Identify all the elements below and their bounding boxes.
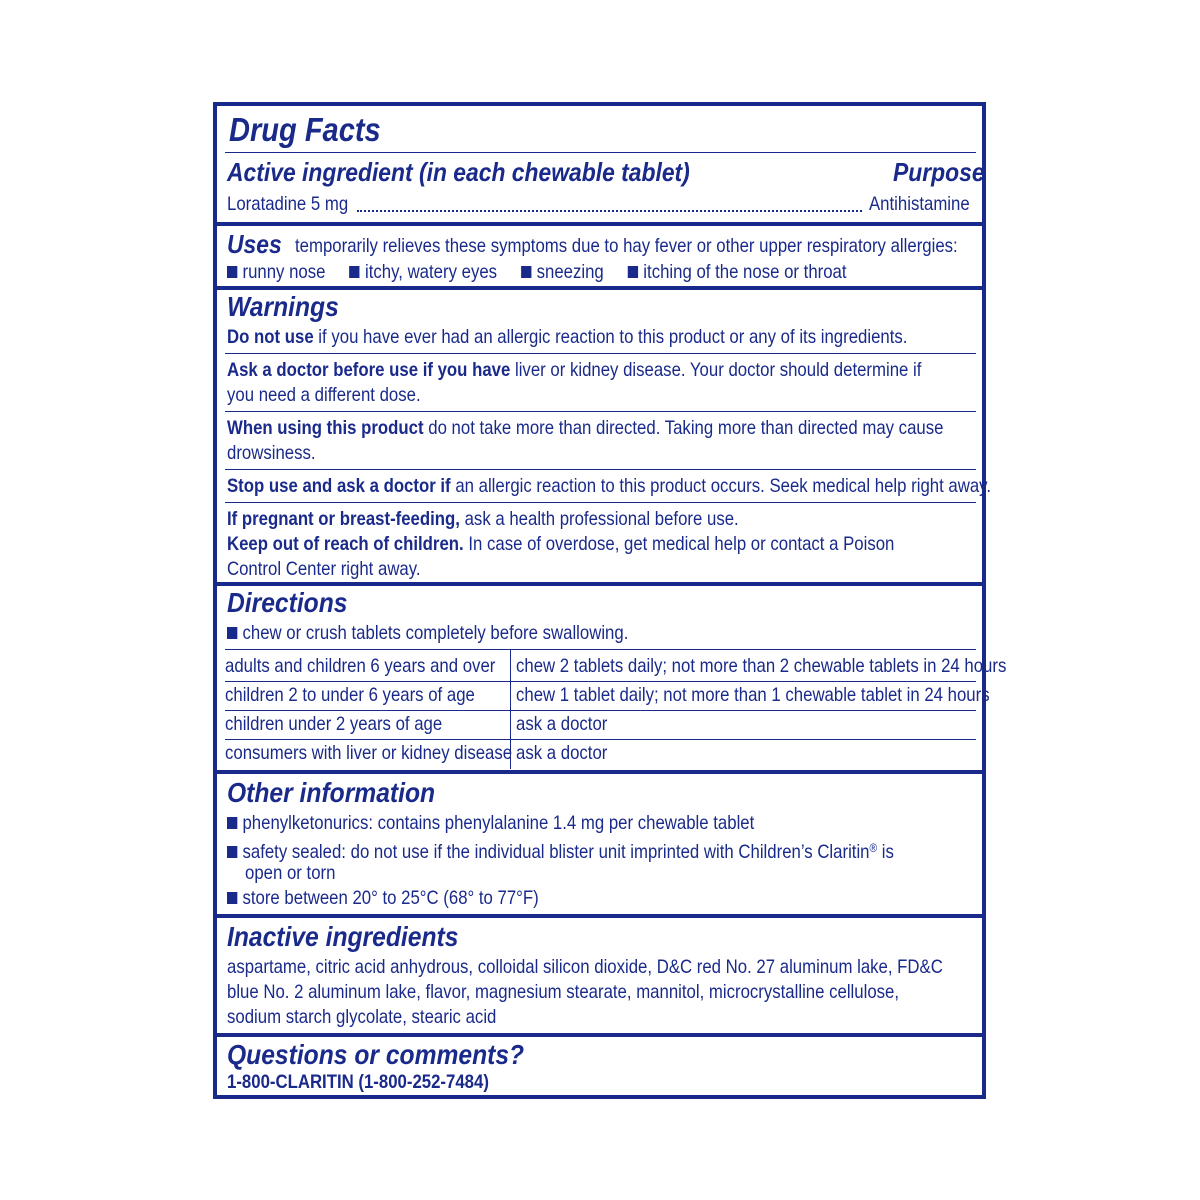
questions-section	[217, 1033, 982, 1095]
warnings-heading: Warnings	[227, 291, 339, 322]
inactive-ingredients-section	[217, 914, 982, 1035]
bullet-icon	[227, 266, 237, 278]
dosage-dose: chew 1 tablet daily; not more than 1 chewable tablet in 24 hours	[516, 684, 990, 706]
warning-pregnant: If pregnant or breast-feeding, ask a health professional before use.	[227, 508, 739, 530]
divider	[225, 411, 976, 412]
inactive-ingredients-text: aspartame, citric acid anhydrous, colloidal silicon dioxide, D&C red No. 27 aluminum lake, FD&C	[227, 956, 943, 978]
active-ingredient-heading: Active ingredient (in each chewable tablet)	[227, 157, 690, 187]
questions-phone: 1-800-CLARITIN (1-800-252-7484)	[227, 1071, 489, 1093]
title-divider	[225, 152, 976, 153]
dosage-dose: ask a doctor	[516, 713, 608, 735]
warning-when-using-cont: drowsiness.	[227, 442, 316, 464]
active-ingredient-purpose: Antihistamine	[869, 193, 970, 215]
warning-when-using: When using this product do not take more than directed. Taking more than directed may cause	[227, 417, 944, 439]
uses-intro: temporarily relieves these symptoms due to hay fever or other upper respiratory allergies:	[295, 235, 958, 257]
other-information-heading: Other information	[227, 777, 436, 808]
uses-item: itching of the nose or throat	[643, 261, 847, 283]
uses-bullets	[227, 261, 847, 283]
directions-bullet: chew or crush tablets completely before swallowing.	[227, 622, 628, 644]
bullet-icon	[227, 892, 237, 904]
warnings-section	[217, 286, 991, 584]
inactive-ingredients-text: sodium starch glycolate, stearic acid	[227, 1006, 497, 1028]
warning-keep-out: Keep out of reach of children. In case of overdose, get medical help or contact a Poison	[227, 533, 895, 555]
dosage-who: consumers with liver or kidney disease	[225, 742, 513, 764]
dosage-who: adults and children 6 years and over	[225, 655, 496, 677]
other-item-safety-sealed-cont: open or torn	[245, 862, 336, 884]
directions-section	[217, 582, 1007, 772]
bullet-icon	[628, 266, 638, 278]
divider	[225, 353, 976, 354]
divider	[225, 502, 976, 503]
drug-facts-panel	[213, 102, 1007, 1099]
bullet-icon	[227, 627, 237, 639]
active-ingredient-name: Loratadine 5 mg	[227, 193, 349, 215]
uses-heading: Uses	[227, 229, 282, 259]
dosage-who: children under 2 years of age	[225, 713, 443, 735]
bullet-icon	[227, 817, 237, 829]
questions-heading: Questions or comments?	[227, 1039, 525, 1070]
inactive-ingredients-text: blue No. 2 aluminum lake, flavor, magnesium stearate, mannitol, microcrystalline cellulose,	[227, 981, 900, 1003]
dosage-dose: ask a doctor	[516, 742, 608, 764]
table-top-border	[225, 649, 976, 650]
drug-facts-title: Drug Facts	[229, 111, 381, 148]
warning-ask-doctor: Ask a doctor before use if you have liver or kidney disease. Your doctor should determine if	[227, 359, 922, 381]
table-row-divider	[225, 739, 976, 740]
dosage-who: children 2 to under 6 years of age	[225, 684, 475, 706]
warning-keep-out-cont: Control Center right away.	[227, 558, 421, 580]
uses-item: itchy, watery eyes	[365, 261, 498, 283]
bullet-icon	[227, 846, 237, 858]
table-row-divider	[225, 681, 976, 682]
bullet-icon	[350, 266, 360, 278]
bullet-icon	[521, 266, 531, 278]
warning-stop-use: Stop use and ask a doctor if an allergic reaction to this product occurs. Seek medical help right away.	[227, 475, 991, 497]
purpose-heading: Purpose	[892, 157, 985, 187]
warning-do-not-use: Do not use if you have ever had an allergic reaction to this product or any of its ingredients.	[227, 326, 908, 348]
inactive-ingredients-heading: Inactive ingredients	[227, 921, 459, 952]
other-item-phenylketonurics: phenylketonurics: contains phenylalanine 1.4 mg per chewable tablet	[227, 812, 754, 834]
warning-ask-doctor-cont: you need a different dose.	[227, 384, 421, 406]
table-row-divider	[225, 710, 976, 711]
uses-item: sneezing	[536, 261, 604, 283]
other-information-section	[217, 770, 982, 916]
other-item-safety-sealed: safety sealed: do not use if the individual blister unit imprinted with Children’s Claritin® is	[227, 837, 894, 863]
dosage-dose: chew 2 tablets daily; not more than 2 chewable tablets in 24 hours	[516, 655, 1007, 677]
divider	[225, 469, 976, 470]
leader-dots	[357, 210, 862, 212]
other-item-storage: store between 20° to 25°C (68° to 77°F)	[227, 887, 539, 909]
uses-item: runny nose	[242, 261, 326, 283]
uses-section	[217, 222, 982, 288]
directions-heading: Directions	[227, 587, 348, 618]
